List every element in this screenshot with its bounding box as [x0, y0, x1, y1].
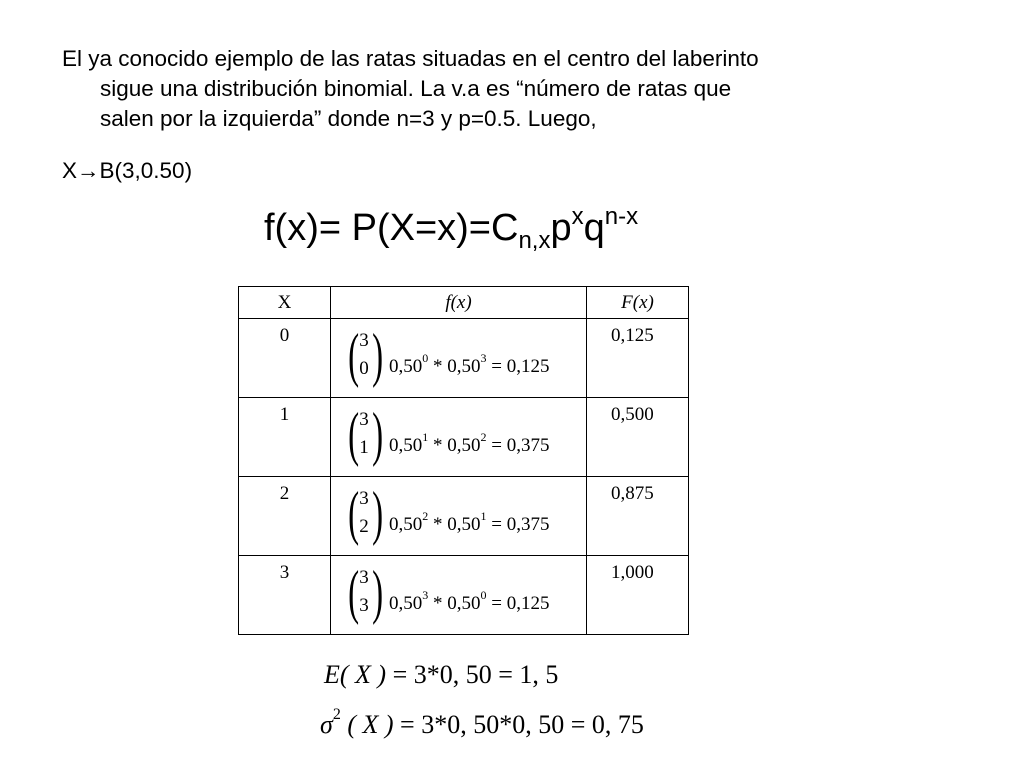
term-expression: $0,50^0 * 0,50^3 = 0,125$	[389, 350, 550, 377]
cell-Fx: 0,875	[587, 477, 689, 556]
cell-Fx: 0,500	[587, 398, 689, 477]
right-paren: )	[372, 401, 384, 467]
distribution-statement: X→B(3,0.50)	[62, 158, 193, 183]
expectation-equation	[324, 660, 558, 690]
binomial-table	[238, 286, 689, 635]
term-expression: $0,50^1 * 0,50^2 = 0,375$	[389, 429, 550, 456]
cell-fx	[331, 319, 587, 398]
binomial-formula	[264, 193, 638, 265]
formula-main: f(x)= P(X=x)=C	[264, 207, 519, 249]
term-expression: $0,50^3 * 0,50^0 = 0,125$	[389, 587, 550, 614]
variance-rhs: = 3*0, 50*0, 50 = 0, 75	[393, 710, 644, 739]
header-x: X	[239, 287, 331, 319]
exponent-q: 3	[480, 350, 487, 365]
right-paren: )	[372, 559, 384, 625]
exponent-p: 1	[422, 429, 429, 444]
term-expression: $0,50^2 * 0,50^1 = 0,375$	[389, 508, 550, 535]
binom-k: 1	[359, 437, 369, 458]
formula-q-exponent: n-x	[604, 203, 639, 230]
base-p: 0,50	[389, 513, 423, 535]
paragraph-line-2: sigue una distribución binomial. La v.a es “número de ratas que	[100, 76, 732, 101]
base-p: 0,50	[389, 434, 423, 456]
base-q: 0,50	[447, 513, 481, 535]
cell-fx	[331, 477, 587, 556]
base-p: 0,50	[389, 592, 423, 614]
right-paren: )	[372, 322, 384, 388]
header-fx: f(x)	[331, 287, 587, 319]
left-paren: (	[348, 480, 360, 546]
left-paren: (	[348, 401, 360, 467]
table-row	[239, 319, 689, 398]
binom-n: 3	[359, 409, 369, 430]
base-p: 0,50	[389, 355, 423, 377]
table-row	[239, 477, 689, 556]
base-q: 0,50	[447, 434, 481, 456]
formula-p-exponent: x	[571, 203, 584, 230]
exponent-q: 2	[480, 429, 487, 444]
variance-exponent: 2	[332, 706, 341, 723]
paragraph-line-3: salen por la izquierda” donde n=3 y p=0.5. Luego,	[100, 106, 597, 131]
exponent-p: 3	[422, 587, 429, 602]
left-paren: (	[348, 322, 360, 388]
exponent-q: 1	[480, 508, 487, 523]
cell-x: 3	[239, 556, 331, 635]
variance-lhs: ( X )	[340, 710, 394, 739]
exponent-p: 0	[422, 350, 429, 365]
binom-k: 0	[359, 358, 369, 379]
cell-Fx: 0,125	[587, 319, 689, 398]
base-q: 0,50	[447, 355, 481, 377]
left-paren: (	[348, 559, 360, 625]
cell-x: 2	[239, 477, 331, 556]
formula-p: p	[550, 207, 572, 249]
binom-n: 3	[359, 567, 369, 588]
table-row	[239, 556, 689, 635]
variance-sigma: σ	[320, 710, 333, 739]
term-result: 0,125	[506, 355, 550, 377]
cell-x: 1	[239, 398, 331, 477]
expectation-rhs: = 3*0, 50 = 1, 5	[386, 660, 559, 689]
paragraph-line-1: El ya conocido ejemplo de las ratas situadas en el centro del laberinto	[62, 46, 759, 71]
table-header-row	[239, 287, 689, 319]
formula-q: q	[583, 207, 605, 249]
exponent-p: 2	[422, 508, 429, 523]
exponent-q: 0	[480, 587, 487, 602]
right-paren: )	[372, 480, 384, 546]
variance-equation	[320, 706, 644, 740]
expectation-lhs: E( X )	[324, 660, 387, 689]
binom-n: 3	[359, 330, 369, 351]
formula-subscript: n,x	[518, 227, 551, 254]
table-row	[239, 398, 689, 477]
header-Fx: F(x)	[587, 287, 689, 319]
cell-x: 0	[239, 319, 331, 398]
binom-n: 3	[359, 488, 369, 509]
term-result: 0,125	[506, 592, 550, 614]
term-result: 0,375	[506, 434, 550, 456]
term-result: 0,375	[506, 513, 550, 535]
intro-paragraph	[62, 44, 962, 134]
cell-fx	[331, 556, 587, 635]
cell-Fx: 1,000	[587, 556, 689, 635]
binom-k: 2	[359, 516, 369, 537]
base-q: 0,50	[447, 592, 481, 614]
cell-fx	[331, 398, 587, 477]
binom-k: 3	[359, 595, 369, 616]
